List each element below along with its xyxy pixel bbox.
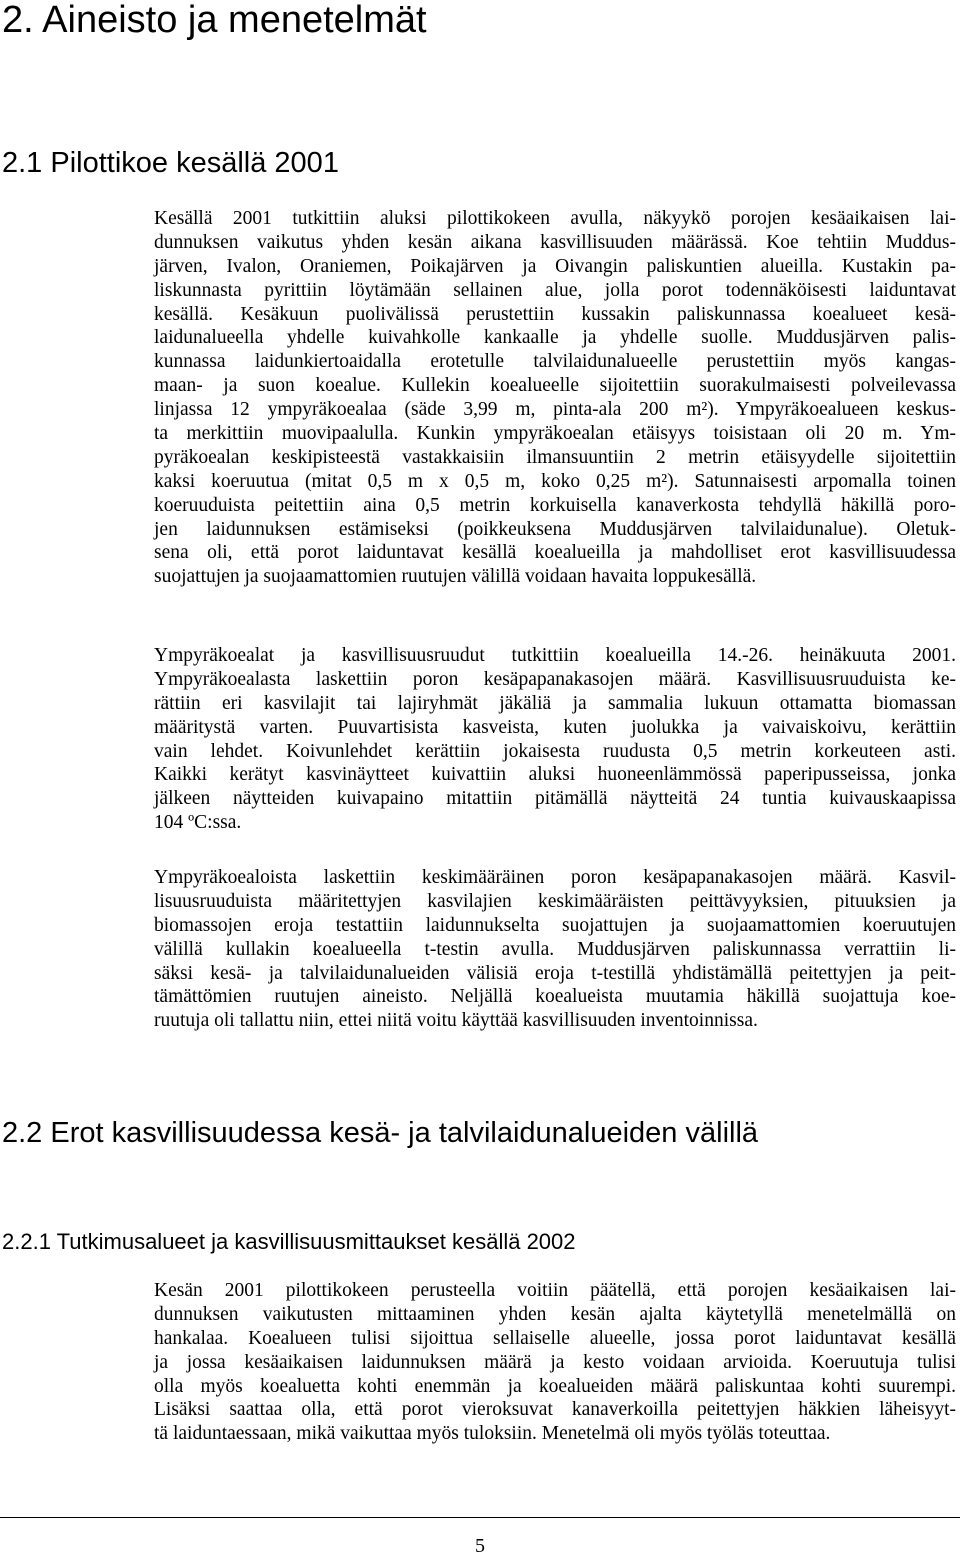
- text-line: Kaikki kerätyt kasvinäytteet kuivattiin aluksi huoneenlämmössä paperipusseissa, jonka: [154, 764, 956, 786]
- text-line: säksi kesä- ja talvilaidunalueiden välisiä eroja t-testillä yhdistämällä peitettyjen ja peit-: [154, 962, 956, 984]
- text-line: hankalaa. Koealueen tulisi sijoittua sellaiselle alueelle, jossa porot laiduntavat kesällä: [154, 1327, 956, 1349]
- text-line: maan- ja suon koealue. Kullekin koealueelle sijoitettiin suorakulmaisesti polveilevassa: [154, 375, 956, 397]
- text-line: biomassojen eroja testattiin laidunnukselta suojattujen ja suojaamattomien koeruutujen: [154, 914, 956, 936]
- text-line: dunnuksen vaikutus yhden kesän aikana kasvillisuuden määrässä. Koe tehtiin Muddus-: [154, 231, 956, 253]
- text-line: 104 ºC:ssa.: [154, 812, 242, 834]
- text-line: vain lehdet. Koivunlehdet kerättiin jokaisesta ruudusta 0,5 metrin korkeuteen asti.: [154, 740, 956, 762]
- text-line: ja jossa kesäaikaisen laidunnuksen määrä ja kesto voidaan arvioida. Koeruutuja tulisi: [154, 1351, 956, 1373]
- subsection-heading-2-2-1: 2.2.1 Tutkimusalueet ja kasvillisuusmittaukset kesällä 2002: [2, 1229, 576, 1254]
- section-heading-2-2: 2.2 Erot kasvillisuudessa kesä- ja talvilaidunalueiden välillä: [2, 1117, 759, 1149]
- text-line: jen laidunnuksen estämiseksi (poikkeuksena Muddusjärven talvilaidunalue). Oletuk-: [154, 518, 956, 540]
- text-line: linjassa 12 ympyräkoealaa (säde 3,99 m, pinta-ala 200 m²). Ympyräkoealueen keskus-: [154, 399, 956, 421]
- text-line: kunnassa laidunkiertoaidalla erotetulle talvilaidunalueelle perustettiin myös kangas-: [154, 351, 956, 373]
- text-line: tämättömien ruutujen aineisto. Neljällä koealueista muutamia häkillä suojattuja koe-: [154, 986, 956, 1008]
- paragraph-2-1-3: [154, 866, 956, 1033]
- text-line: olla myös koealuetta kohti enemmän ja koealueiden määrä paliskuntaa kohti suurempi.: [154, 1375, 956, 1397]
- text-line: Ympyräkoealasta laskettiin poron kesäpapanakasojen määrä. Kasvillisuusruuduista ke-: [154, 668, 956, 690]
- text-line: Ympyräkoealoista laskettiin keskimääräinen poron kesäpapanakasojen määrä. Kasvil-: [154, 867, 956, 888]
- text-line: ruutuja oli tallattu niin, ettei niitä voitu käyttää kasvillisuuden inventoinnissa.: [154, 1010, 758, 1032]
- text-line: Ympyräkoealat ja kasvillisuusruudut tutkittiin koealueilla 14.-26. heinäkuuta 2001.: [154, 645, 956, 666]
- text-line: ta merkittiin muovipaalulla. Kunkin ympyräkoealan etäisyys toisistaan oli 20 m. Ym-: [154, 423, 956, 445]
- text-line: Lisäksi saattaa olla, että porot vieroksuvat kanaverkoilla peitettyjen häkkien läheisyyt-: [154, 1399, 956, 1421]
- text-line: suojattujen ja suojaamattomien ruutujen välillä voidaan havaita loppukesällä.: [154, 566, 757, 588]
- text-line: välillä kullakin koealueella t-testin avulla. Muddusjärven paliskunnassa verrattiin li-: [154, 938, 956, 960]
- text-line: dunnuksen vaikutusten mittaaminen yhden kesän ajalta käytetyllä menetelmällä on: [154, 1303, 956, 1325]
- text-line: liskunnasta pyrittiin löytämään sellainen alue, jolla porot todennäköisesti laiduntavat: [154, 279, 956, 301]
- text-line: koeruuduista peitettiin aina 0,5 metrin korkuisella kanaverkosta tehdyllä häkillä poro-: [154, 494, 956, 516]
- paragraph-2-2-1-1: [154, 1279, 956, 1446]
- section-heading-2-1: 2.1 Pilottikoe kesällä 2001: [2, 147, 339, 179]
- text-line: tä laiduntaessaan, mikä vaikuttaa myös tuloksiin. Menetelmä oli myös työläs toteuttaa.: [154, 1423, 831, 1445]
- text-line: kesällä. Kesäkuun puolivälissä perustettiin kussakin paliskunnassa koealueet kesä-: [154, 303, 956, 325]
- paragraph-2-1-2: [154, 644, 956, 835]
- footer-divider: [0, 1517, 960, 1518]
- text-line: sena oli, että porot laiduntavat kesällä koealueilla ja mahdolliset erot kasvillisuudessa: [154, 542, 956, 564]
- text-line: lisuusruuduista määritettyjen kasvilajien keskimääräisten peittävyyksien, pituuksien ja: [154, 890, 956, 912]
- text-line: määritystä varten. Puuvartisista kasveista, kuten juolukka ja vaivaiskoivu, kerättiin: [154, 716, 956, 738]
- text-line: Kesällä 2001 tutkittiin aluksi pilottikokeen avulla, näkyykö porojen kesäaikaisen lai-: [154, 208, 956, 229]
- text-line: rättiin eri kasvilajit tai lajiryhmät jäkäliä ja sammalia lukuun ottamatta biomassan: [154, 692, 956, 714]
- text-line: pyräkoealan keskipisteestä vastakkaisiin ilmansuuntiin 2 metrin etäisyydelle sijoitettiin: [154, 446, 956, 468]
- page-number: 5: [475, 1535, 485, 1557]
- text-line: järven, Ivalon, Oraniemen, Poikajärven ja Oivangin paliskuntien alueilla. Kustakin pa-: [154, 255, 956, 277]
- text-line: kaksi koeruutua (mitat 0,5 m x 0,5 m, koko 0,25 m²). Satunnaisesti arpomalla toinen: [154, 470, 956, 492]
- chapter-heading: 2. Aineisto ja menetelmät: [2, 0, 427, 41]
- paragraph-2-1-1: [154, 207, 956, 589]
- text-line: laidunalueella yhdelle kuivahkolle kankaalle ja yhdelle suolle. Muddusjärven palis-: [154, 327, 956, 349]
- text-line: Kesän 2001 pilottikokeen perusteella voitiin päätellä, että porojen kesäaikaisen lai-: [154, 1280, 956, 1301]
- text-line: jälkeen näytteiden kuivapaino mitattiin pitämällä näytteitä 24 tuntia kuivauskaapissa: [154, 788, 956, 810]
